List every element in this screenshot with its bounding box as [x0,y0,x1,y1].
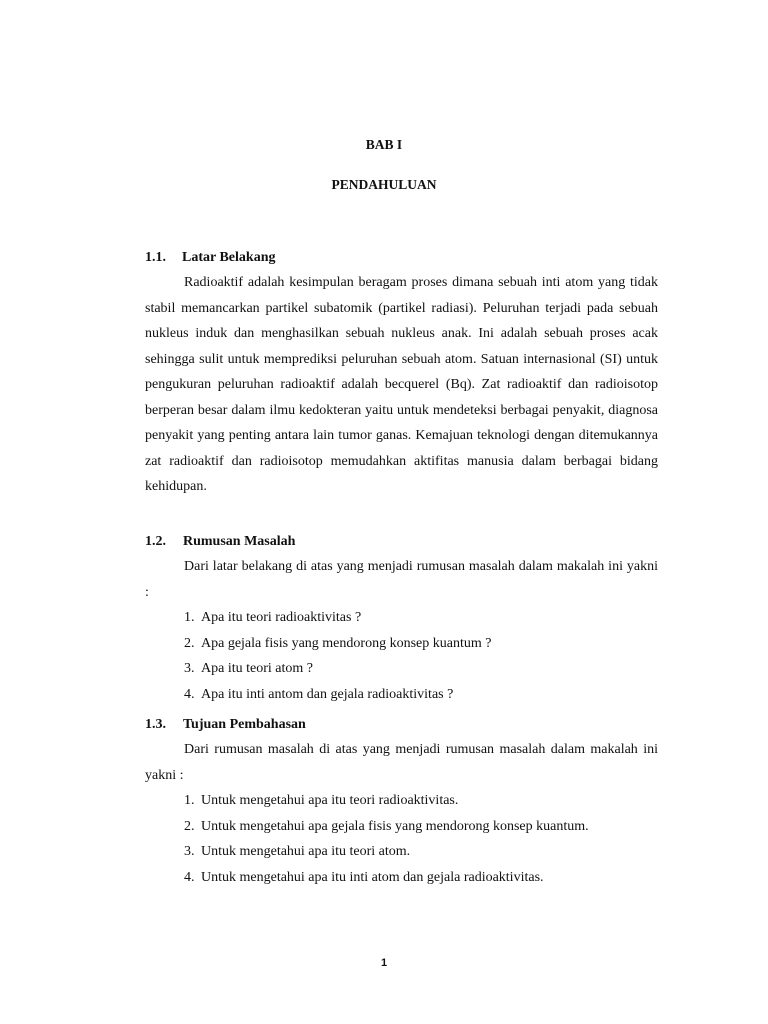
list-item [184,788,589,814]
section-heading-tujuan-pembahasan [145,717,306,733]
chapter-number: BAB I [365,137,403,152]
section-title: Tujuan Pembahasan [183,717,306,732]
section-number: 1.2. [145,534,166,549]
section-number: 1.1. [145,250,166,265]
section-title: Latar Belakang [182,250,276,265]
paragraph-rumusan-masalah: Dari latar belakang di atas yang menjadi rumusan masalah dalam makalah ini yakni : [145,559,658,600]
list-item-number: 2. [184,818,195,834]
list-item [184,682,491,708]
list-item-text: Apa gejala fisis yang mendorong konsep kuantum ? [201,635,492,651]
tujuan-pembahasan-list [184,788,589,890]
list-item [184,814,589,840]
list-item [184,865,589,891]
page-number: 1 [380,957,388,969]
list-item-number: 3. [184,844,195,859]
list-item [184,656,491,682]
chapter-title: PENDAHULUAN [331,177,437,192]
section-heading-latar-belakang [145,250,275,266]
section-number: 1.3. [145,717,166,732]
list-item-text: Untuk mengetahui apa itu inti atom dan gejala radioaktivitas. [201,869,544,885]
list-item-text: Untuk mengetahui apa gejala fisis yang mendorong konsep kuantum. [201,818,589,834]
list-item [184,605,491,631]
paragraph-tujuan-pembahasan: Dari rumusan masalah di atas yang menjadi rumusan masalah dalam makalah ini yakni : [145,742,658,783]
list-item-text: Apa itu teori atom ? [201,661,313,676]
list-item [184,631,491,657]
list-item [184,839,589,865]
list-item-text: Untuk mengetahui apa itu teori radioaktivitas. [201,793,459,808]
list-item-text: Untuk mengetahui apa itu teori atom. [201,844,411,859]
list-item-number: 1. [184,610,195,625]
list-item-number: 4. [184,686,195,702]
paragraph-latar-belakang: Radioaktif adalah kesimpulan beragam proses dimana sebuah inti atom yang tidak stabil memancarkan partikel subatomik (partikel radiasi). Peluruhan terjadi pada sebuah nukleus induk dan menghasilkan sebuah nukleus anak. Ini adalah sebuah proses acak sehingga sulit untuk memprediksi peluruhan sebuah atom. Satuan internasional (SI) untuk pengukuran peluruhan radioaktif adalah becquerel (Bq). Zat radioaktif dan radioisotop berperan besar dalam ilmu kedokteran yaitu untuk mendeteksi berbagai penyakit, diagnosa penyakit yang penting antara lain tumor ganas. Kemajuan teknologi dengan ditemukannya zat radioaktif dan radioisotop memudahkan aktifitas manusia dalam berbagai bidang kehidupan. [145,275,658,494]
list-item-number: 2. [184,635,195,651]
list-item-text: Apa itu inti antom dan gejala radioaktivitas ? [201,686,454,702]
list-item-text: Apa itu teori radioaktivitas ? [201,610,362,625]
section-title: Rumusan Masalah [183,534,296,549]
list-item-number: 1. [184,793,195,808]
section-heading-rumusan-masalah [145,534,295,550]
rumusan-masalah-list [184,605,491,707]
list-item-number: 4. [184,869,195,885]
list-item-number: 3. [184,661,195,676]
